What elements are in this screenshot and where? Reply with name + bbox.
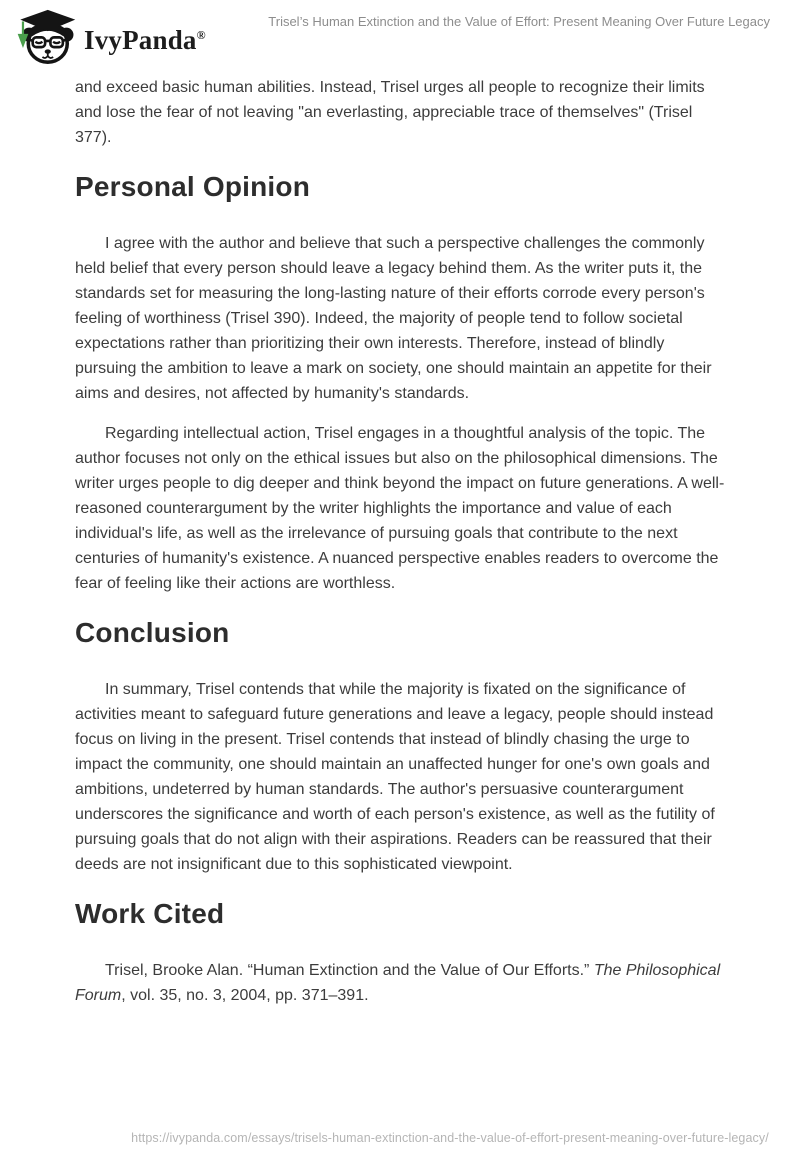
paragraph: In summary, Trisel contends that while the majority is fixated on the significance of activities meant to safeguard future generations and leave a legacy, people should instead focus on living in the present. Trisel contends that instead of blindly chasing the urge to impact the community, one should maintain an unaffected hunger for one's own goals and ambitions, undeterred by human standards. The author's persuasive counterargument underscores the significance and worth of each person's existence, as well as the futility of pursuing goals that do not align with their aspirations. Readers can be reassured that their deeds are not insignificant due to this sophisticated viewpoint.: [75, 681, 715, 873]
heading-conclusion: Conclusion: [75, 617, 230, 648]
citation-journal-title: The Philosophical Forum: [75, 962, 721, 1004]
paragraph: Regarding intellectual action, Trisel engages in a thoughtful analysis of the topic. The author focuses not only on the ethical issues but also on the philosophical dimensions. The writer urges people to dig deeper and think beyond the impact on future generations. A well-reasoned counterargument by the writer highlights the importance and value of each individual's life, as well as the irrelevance of pursuing goals that contribute to the next centuries of humanity's existence. A nuanced perspective enables readers to overcome the fear of feeling like their actions are worthless.: [75, 425, 725, 592]
document-title: Trisel’s Human Extinction and the Value of Effort: Present Meaning Over Future Legacy: [268, 14, 770, 29]
page-header: [0, 0, 800, 64]
ivypanda-logo: [15, 8, 206, 65]
page-footer: [0, 1129, 800, 1147]
citation-text: , vol. 35, no. 3, 2004, pp. 371–391.: [121, 987, 369, 1004]
citation-text: Trisel, Brooke Alan. “Human Extinction and the Value of Our Efforts.”: [105, 962, 594, 979]
work-cited-entry: [75, 958, 725, 1008]
heading-personal-opinion: Personal Opinion: [75, 171, 311, 202]
heading-work-cited: Work Cited: [75, 898, 225, 929]
source-url: https://ivypanda.com/essays/trisels-human-extinction-and-the-value-of-effort-present-meaning-over-future-legacy/: [131, 1131, 769, 1145]
paragraph: I agree with the author and believe that such a perspective challenges the commonly held belief that every person should leave a legacy behind them. As the writer puts it, the standards set for measuring the long-lasting nature of their efforts corrode every person's feeling of worthiness (Trisel 390). Indeed, the majority of people tend to follow societal expectations rather than prioritizing their own interests. Therefore, instead of blindly pursuing the ambition to leave a mark on society, one should maintain an appetite for their aims and desires, not affected by humanity's standards.: [75, 235, 712, 402]
ivypanda-panda-icon: [15, 8, 77, 65]
logo-wordmark-text: IvyPanda: [84, 25, 197, 55]
logo-wordmark: [84, 27, 206, 54]
registered-trademark-symbol: ®: [196, 28, 206, 42]
essay-body: [0, 64, 800, 1008]
paragraph-continuation: and exceed basic human abilities. Instead, Trisel urges all people to recognize their limits and lose the fear of not leaving "an everlasting, appreciable trace of themselves" (Trisel 377).: [75, 79, 705, 146]
